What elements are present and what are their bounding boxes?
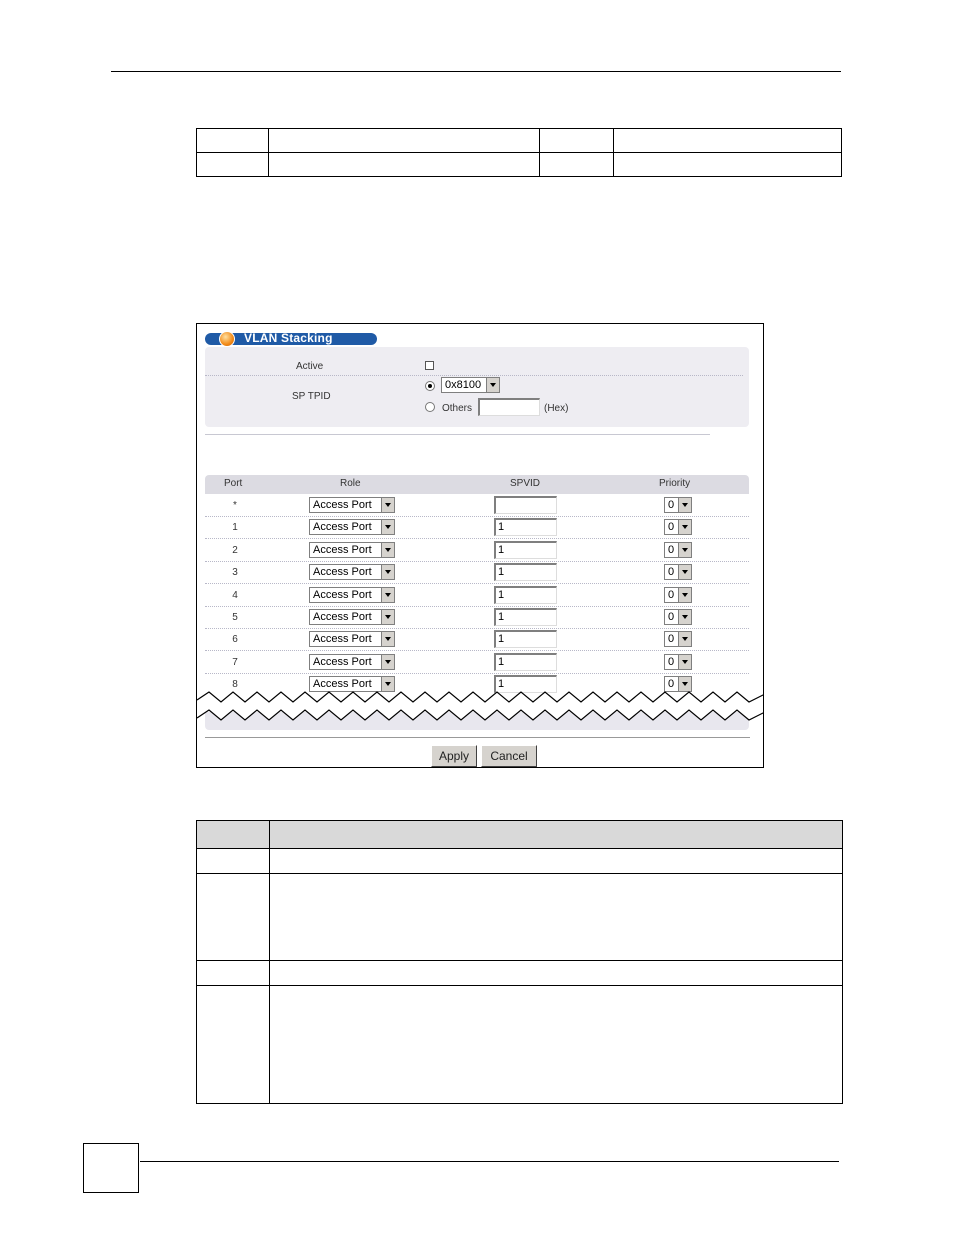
- chevron-down-icon: [381, 520, 394, 534]
- chevron-down-icon: [678, 498, 691, 512]
- row-separator: [205, 673, 749, 674]
- spvid-input[interactable]: 1: [494, 541, 557, 559]
- row-separator: [205, 561, 749, 562]
- priority-select-value: 0: [668, 521, 675, 533]
- sp-tpid-label: SP TPID: [292, 391, 331, 402]
- spvid-input[interactable]: 1: [494, 608, 557, 626]
- role-select[interactable]: [309, 587, 395, 603]
- row-separator: [205, 650, 749, 651]
- row-separator: [205, 538, 749, 539]
- priority-select-value: 0: [668, 678, 675, 690]
- chevron-down-icon: [678, 655, 691, 669]
- top-blank-table: [196, 128, 842, 177]
- chevron-down-icon: [381, 677, 394, 691]
- others-label: Others: [442, 403, 473, 414]
- bottom-blank-table: [196, 820, 843, 1104]
- port-label: 4: [232, 590, 238, 601]
- role-select[interactable]: [309, 519, 395, 535]
- col-role: Role: [340, 478, 361, 489]
- spvid-input[interactable]: [494, 496, 557, 514]
- port-label: *: [233, 500, 237, 511]
- active-label: Active: [296, 361, 324, 372]
- title-orb-icon: [219, 331, 235, 347]
- priority-select-value: 0: [668, 544, 675, 556]
- port-label: 3: [232, 567, 238, 578]
- role-select-value: Access Port: [313, 656, 372, 668]
- role-select-value: Access Port: [313, 566, 372, 578]
- priority-select[interactable]: [664, 519, 692, 535]
- row-separator: [205, 375, 743, 376]
- col-port: Port: [224, 478, 243, 489]
- role-select-value: Access Port: [313, 544, 372, 556]
- priority-select-value: 0: [668, 499, 675, 511]
- chevron-down-icon: [678, 632, 691, 646]
- priority-select[interactable]: [664, 631, 692, 647]
- port-label: 1: [232, 522, 238, 533]
- role-select-value: Access Port: [313, 678, 372, 690]
- spvid-input[interactable]: 1: [494, 653, 557, 671]
- chevron-down-icon: [381, 610, 394, 624]
- priority-select-value: 0: [668, 656, 675, 668]
- spvid-input[interactable]: 1: [494, 630, 557, 648]
- chevron-down-icon: [381, 498, 394, 512]
- section-divider: [205, 434, 710, 435]
- priority-select-value: 0: [668, 566, 675, 578]
- others-hex-input[interactable]: [478, 398, 540, 416]
- screen-title: VLAN Stacking: [244, 331, 333, 345]
- chevron-down-icon: [381, 543, 394, 557]
- header-rule: [111, 71, 841, 72]
- role-select[interactable]: [309, 631, 395, 647]
- chevron-down-icon: [678, 543, 691, 557]
- role-select[interactable]: [309, 564, 395, 580]
- priority-select-value: 0: [668, 589, 675, 601]
- priority-select[interactable]: [664, 654, 692, 670]
- vlan-stacking-screenshot: [196, 323, 764, 768]
- priority-select[interactable]: [664, 497, 692, 513]
- role-select[interactable]: [309, 654, 395, 670]
- priority-select-value: 0: [668, 633, 675, 645]
- port-label: 5: [232, 612, 238, 623]
- role-select-value: Access Port: [313, 633, 372, 645]
- tpid-select-value: 0x8100: [445, 379, 482, 391]
- port-label: 2: [232, 545, 238, 556]
- row-separator: [205, 516, 749, 517]
- role-select[interactable]: [309, 542, 395, 558]
- port-label: 7: [232, 657, 238, 668]
- apply-button[interactable]: Apply: [431, 745, 477, 767]
- row-separator: [205, 606, 749, 607]
- role-select-value: Access Port: [313, 521, 372, 533]
- tpid-select[interactable]: [441, 377, 500, 393]
- col-priority: Priority: [659, 478, 691, 489]
- chevron-down-icon: [381, 565, 394, 579]
- priority-select[interactable]: [664, 587, 692, 603]
- port-label: 6: [232, 634, 238, 645]
- spvid-input[interactable]: 1: [494, 675, 557, 693]
- chevron-down-icon: [678, 520, 691, 534]
- spvid-input[interactable]: 1: [494, 518, 557, 536]
- priority-select[interactable]: [664, 564, 692, 580]
- row-separator: [205, 628, 749, 629]
- chevron-down-icon: [381, 655, 394, 669]
- role-select-value: Access Port: [313, 499, 372, 511]
- role-select-value: Access Port: [313, 589, 372, 601]
- chevron-down-icon: [678, 588, 691, 602]
- page-number-box: [83, 1143, 139, 1193]
- role-select-value: Access Port: [313, 611, 372, 623]
- tpid-preset-radio[interactable]: [425, 381, 435, 391]
- col-spvid: SPVID: [510, 478, 541, 489]
- role-select[interactable]: [309, 609, 395, 625]
- row-separator: [205, 583, 749, 584]
- spvid-input[interactable]: 1: [494, 563, 557, 581]
- tpid-others-radio[interactable]: [425, 402, 435, 412]
- chevron-down-icon: [486, 378, 499, 392]
- chevron-down-icon: [678, 565, 691, 579]
- cancel-button[interactable]: Cancel: [481, 745, 537, 767]
- footer-rule: [140, 1161, 839, 1162]
- chevron-down-icon: [381, 632, 394, 646]
- chevron-down-icon: [678, 610, 691, 624]
- chevron-down-icon: [381, 588, 394, 602]
- button-divider: [205, 737, 750, 738]
- priority-select-value: 0: [668, 611, 675, 623]
- spvid-input[interactable]: 1: [494, 586, 557, 604]
- port-label: 8: [232, 679, 238, 690]
- priority-select[interactable]: [664, 542, 692, 558]
- priority-select[interactable]: [664, 609, 692, 625]
- role-select[interactable]: [309, 497, 395, 513]
- chevron-down-icon: [678, 677, 691, 691]
- truncation-wave: [197, 690, 764, 730]
- hex-label: (Hex): [544, 403, 569, 414]
- active-checkbox[interactable]: [425, 361, 434, 370]
